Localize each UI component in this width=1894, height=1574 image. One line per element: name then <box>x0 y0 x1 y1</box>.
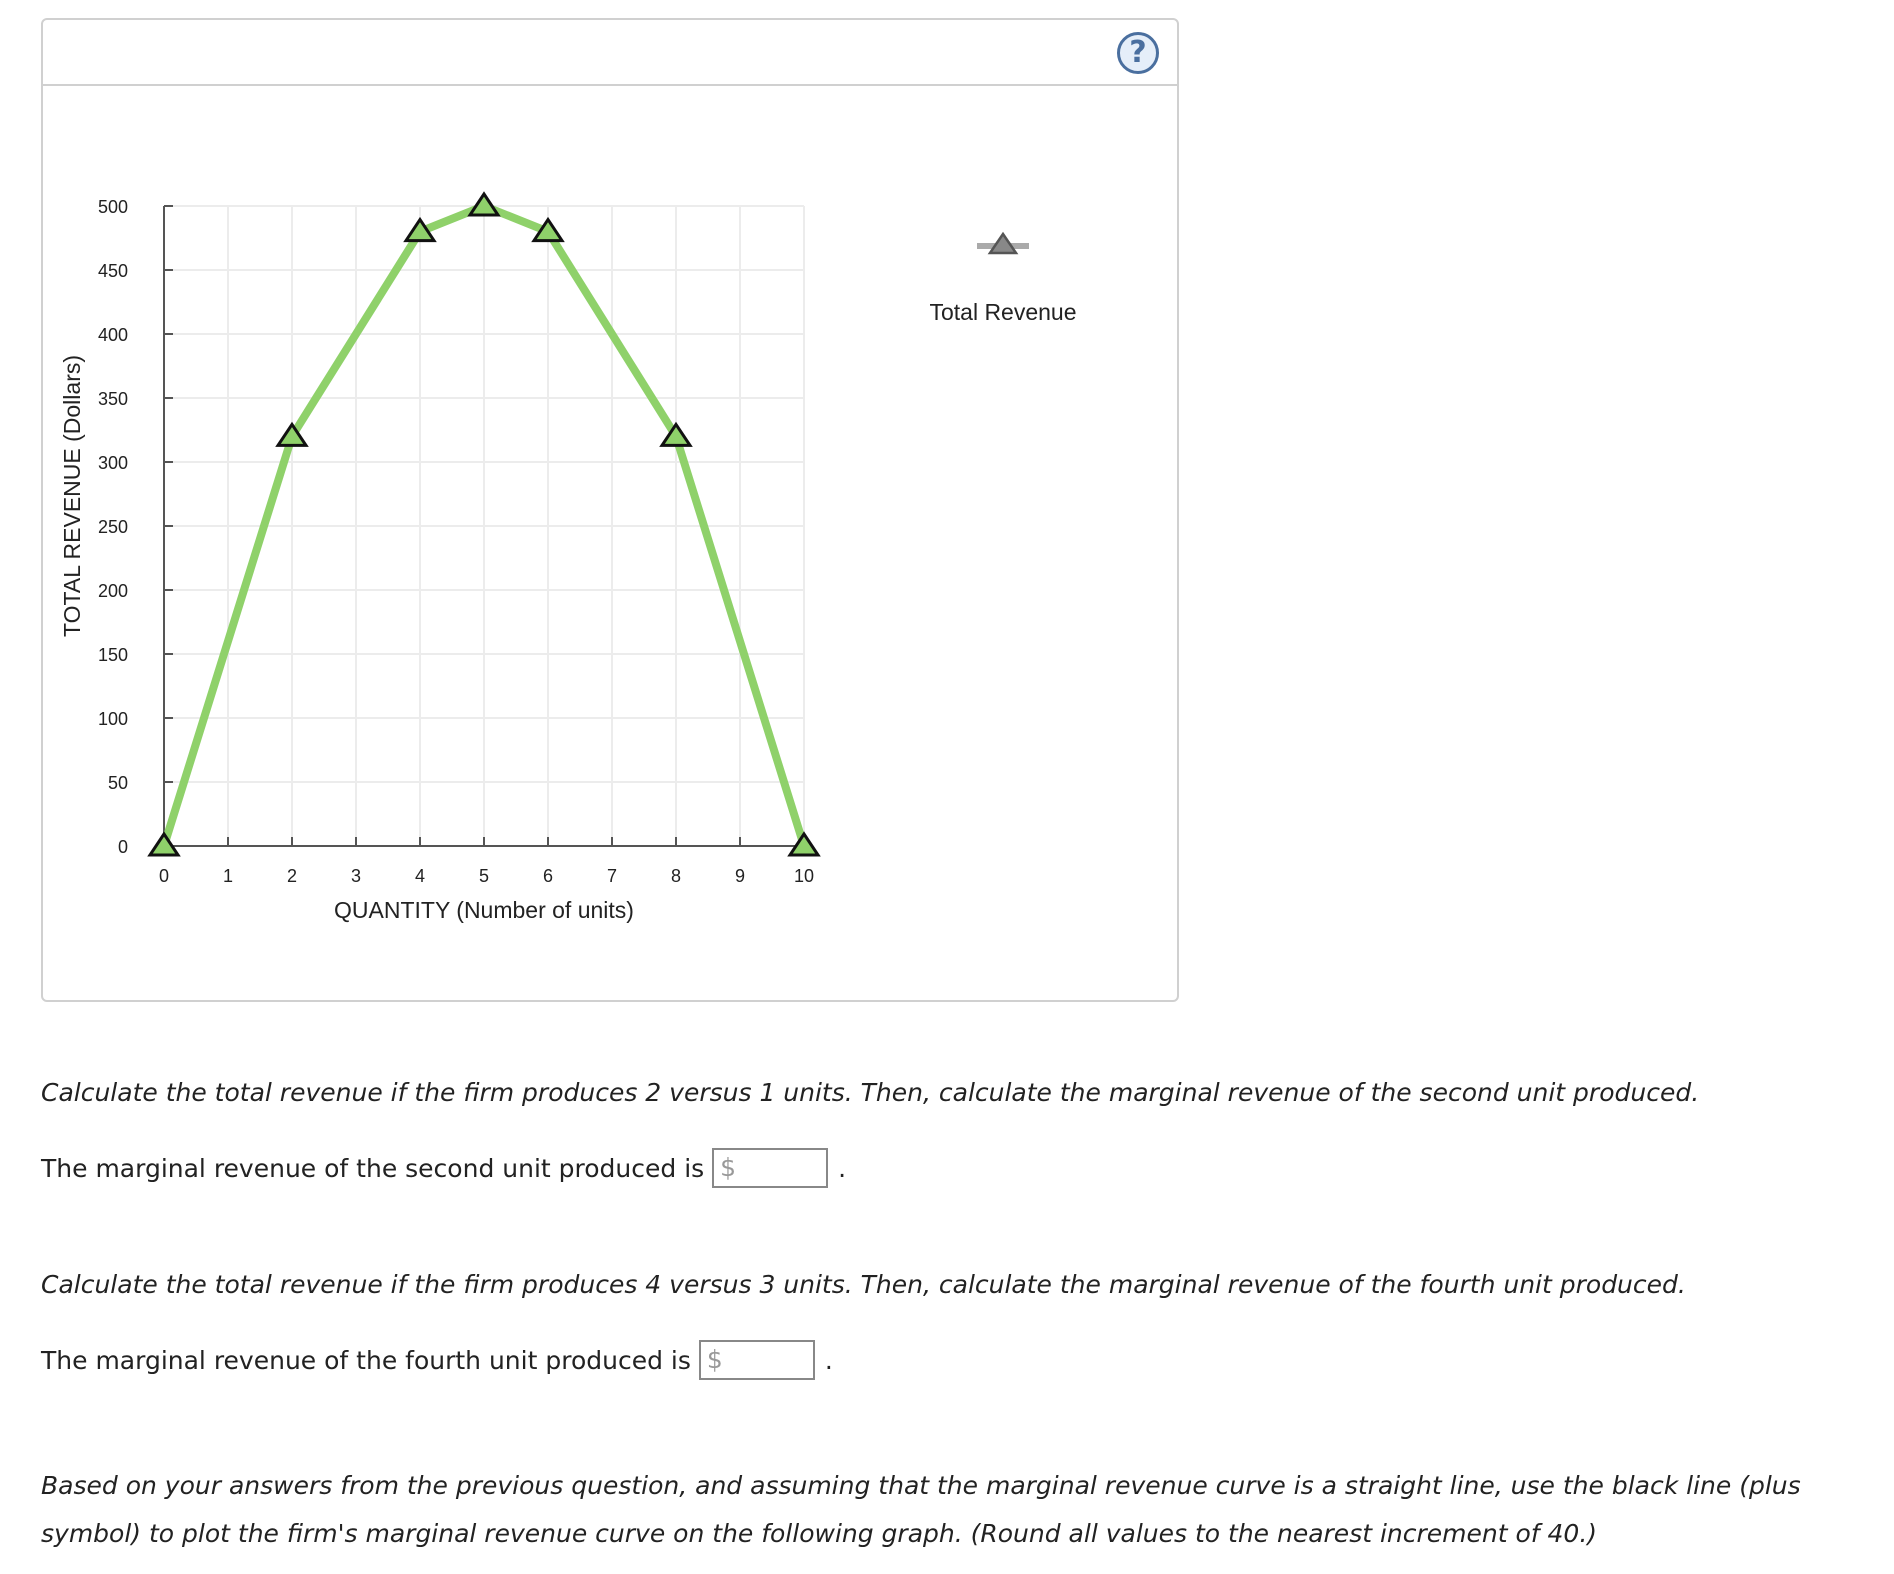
x-tick-label: 1 <box>222 866 234 886</box>
marginal-revenue-second-unit-field[interactable] <box>738 1152 822 1184</box>
x-tick-label: 3 <box>350 866 362 886</box>
x-tick-label: 6 <box>542 866 554 886</box>
period: . <box>824 1345 833 1375</box>
y-tick-label: 200 <box>97 581 128 601</box>
total-revenue-point[interactable] <box>470 194 498 215</box>
x-axis-label: QUANTITY (Number of units) <box>334 897 634 923</box>
dollar-sign: $ <box>706 1345 723 1374</box>
y-tick-label: 450 <box>97 261 128 281</box>
y-tick-label: 300 <box>97 453 128 473</box>
question-1-answer-label: The marginal revenue of the second unit produced is <box>41 1153 705 1183</box>
total-revenue-point[interactable] <box>790 834 818 855</box>
x-tick-label: 10 <box>793 866 815 886</box>
dollar-sign: $ <box>720 1153 737 1182</box>
total-revenue-point[interactable] <box>150 834 178 855</box>
question-2-answer-label: The marginal revenue of the fourth unit produced is <box>41 1345 691 1375</box>
question-3-prompt: Based on your answers from the previous question, and assuming that the marginal revenue curve is a straight line, use the black line (plus symbol) to plot the firm's marginal revenue curve on the following graph. (Round all values to the nearest increment of 40.) <box>41 1471 1801 1548</box>
x-tick-label: 4 <box>414 866 426 886</box>
question-1-answer-row <box>41 1146 846 1190</box>
x-tick-label: 0 <box>158 866 170 886</box>
x-tick-label: 8 <box>670 866 682 886</box>
help-button[interactable]: ? <box>1117 32 1159 74</box>
y-tick-label: 150 <box>97 645 128 665</box>
question-1-prompt: Calculate the total revenue if the firm produces 2 versus 1 units. Then, calculate the marginal revenue of the second unit produced. <box>41 1078 1700 1107</box>
marginal-revenue-fourth-unit-input[interactable] <box>699 1340 815 1380</box>
y-axis-label: TOTAL REVENUE (Dollars) <box>59 354 85 638</box>
question-2-answer-row <box>41 1338 833 1382</box>
x-tick-label: 7 <box>606 866 618 886</box>
marginal-revenue-second-unit-input[interactable] <box>712 1148 828 1188</box>
x-tick-label: 2 <box>286 866 298 886</box>
y-tick-label: 0 <box>117 837 128 857</box>
y-tick-label: 50 <box>107 773 128 793</box>
y-tick-label: 350 <box>97 389 128 409</box>
period: . <box>838 1153 847 1183</box>
legend-label: Total Revenue <box>929 299 1077 325</box>
y-tick-label: 100 <box>97 709 128 729</box>
y-tick-label: 500 <box>97 197 128 217</box>
x-tick-label: 9 <box>734 866 746 886</box>
y-tick-label: 400 <box>97 325 128 345</box>
question-2-prompt: Calculate the total revenue if the firm produces 4 versus 3 units. Then, calculate the marginal revenue of the fourth unit produced. <box>41 1270 1686 1299</box>
y-tick-label: 250 <box>97 517 128 537</box>
graph-panel <box>41 18 1179 1002</box>
total-revenue-chart[interactable] <box>43 20 1177 1000</box>
x-tick-label: 5 <box>478 866 490 886</box>
marginal-revenue-fourth-unit-field[interactable] <box>725 1344 809 1376</box>
